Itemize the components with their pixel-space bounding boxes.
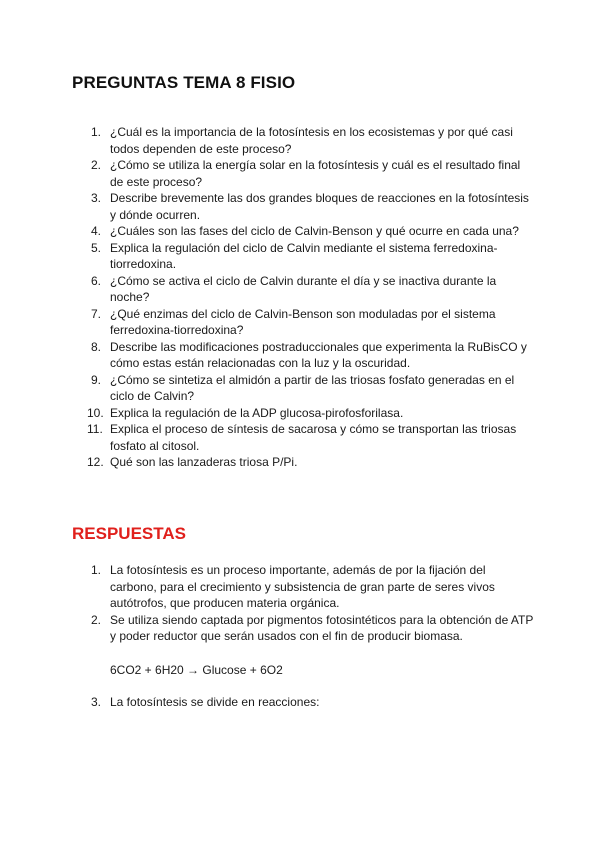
list-number: 6. bbox=[91, 273, 102, 288]
questions-list bbox=[0, 124, 600, 471]
list-number: 5. bbox=[91, 240, 102, 255]
list-item bbox=[0, 562, 600, 612]
list-item bbox=[0, 190, 600, 223]
list-item bbox=[0, 339, 600, 372]
list-text: Explica la regulación del ciclo de Calvin mediante el sistema ferredoxina-tiorredoxina. bbox=[110, 240, 498, 271]
list-item bbox=[0, 223, 600, 240]
list-number: 11. bbox=[87, 422, 103, 436]
list-item bbox=[0, 124, 600, 157]
list-item bbox=[0, 273, 600, 306]
list-text: Explica la regulación de la ADP glucosa-pirofosforilasa. bbox=[110, 405, 404, 420]
list-text: ¿Cómo se utiliza la energía solar en la fotosíntesis y cuál es el resultado final de este proceso? bbox=[110, 158, 521, 189]
list-item bbox=[0, 372, 600, 405]
list-item bbox=[0, 405, 600, 422]
page-title: PREGUNTAS TEMA 8 FISIO bbox=[72, 73, 296, 92]
list-number: 10. bbox=[87, 405, 104, 420]
answers-heading: RESPUESTAS bbox=[72, 524, 186, 543]
list-text: La fotosíntesis es un proceso importante, además de por la fijación del carbono, para el crecimiento y subsistencia de gran parte de seres vivos autótrofos, que producen materia orgánica. bbox=[110, 563, 495, 610]
list-text: Describe brevemente las dos grandes bloques de reacciones en la fotosíntesis y dónde ocurren. bbox=[110, 191, 529, 222]
list-number: 3. bbox=[91, 191, 102, 205]
list-item bbox=[0, 454, 600, 471]
list-item bbox=[0, 694, 600, 711]
answers-list bbox=[0, 562, 600, 645]
list-number: 1. bbox=[91, 125, 102, 139]
list-text: Explica el proceso de síntesis de sacarosa y cómo se transportan las triosas fosfato al citosol. bbox=[110, 422, 517, 453]
list-text: Describe las modificaciones postraduccionales que experimenta la RuBisCO y cómo estas están relacionadas con la luz y la oscuridad. bbox=[110, 339, 527, 370]
list-number: 9. bbox=[91, 372, 102, 387]
list-item bbox=[0, 240, 600, 273]
list-item bbox=[0, 421, 600, 454]
list-number: 3. bbox=[91, 695, 102, 709]
list-item bbox=[0, 612, 600, 645]
list-item bbox=[0, 157, 600, 190]
list-number: 4. bbox=[91, 224, 102, 238]
list-text: ¿Qué enzimas del ciclo de Calvin-Benson son moduladas por el sistema ferredoxina-tiorredoxina? bbox=[110, 306, 496, 337]
list-number: 7. bbox=[91, 306, 102, 321]
list-text: La fotosíntesis se divide en reacciones: bbox=[110, 695, 320, 709]
list-text: Qué son las lanzaderas triosa P/Pi. bbox=[110, 455, 298, 469]
list-item bbox=[0, 306, 600, 339]
list-text: ¿Cuáles son las fases del ciclo de Calvin-Benson y qué ocurre en cada una? bbox=[110, 224, 519, 238]
list-number: 8. bbox=[91, 339, 102, 354]
list-text: ¿Cuál es la importancia de la fotosíntesis en los ecosistemas y por qué casi todos dependen de este proceso? bbox=[110, 125, 513, 156]
answers-list-continued bbox=[0, 694, 600, 711]
list-number: 2. bbox=[91, 158, 102, 172]
list-text: Se utiliza siendo captada por pigmentos fotosintéticos para la obtención de ATP y poder reductor que serán usados con el fin de producir biomasa. bbox=[110, 612, 534, 643]
list-text: ¿Cómo se sintetiza el almidón a partir de las triosas fosfato generadas en el ciclo de Calvin? bbox=[110, 372, 515, 403]
list-number: 12. bbox=[87, 455, 104, 469]
photosynthesis-equation: 6CO2 + 6H20 → Glucose + 6O2 bbox=[110, 663, 283, 677]
list-number: 2. bbox=[91, 612, 102, 627]
list-text: ¿Cómo se activa el ciclo de Calvin durante el día y se inactiva durante la noche? bbox=[110, 273, 497, 304]
list-number: 1. bbox=[91, 563, 102, 577]
